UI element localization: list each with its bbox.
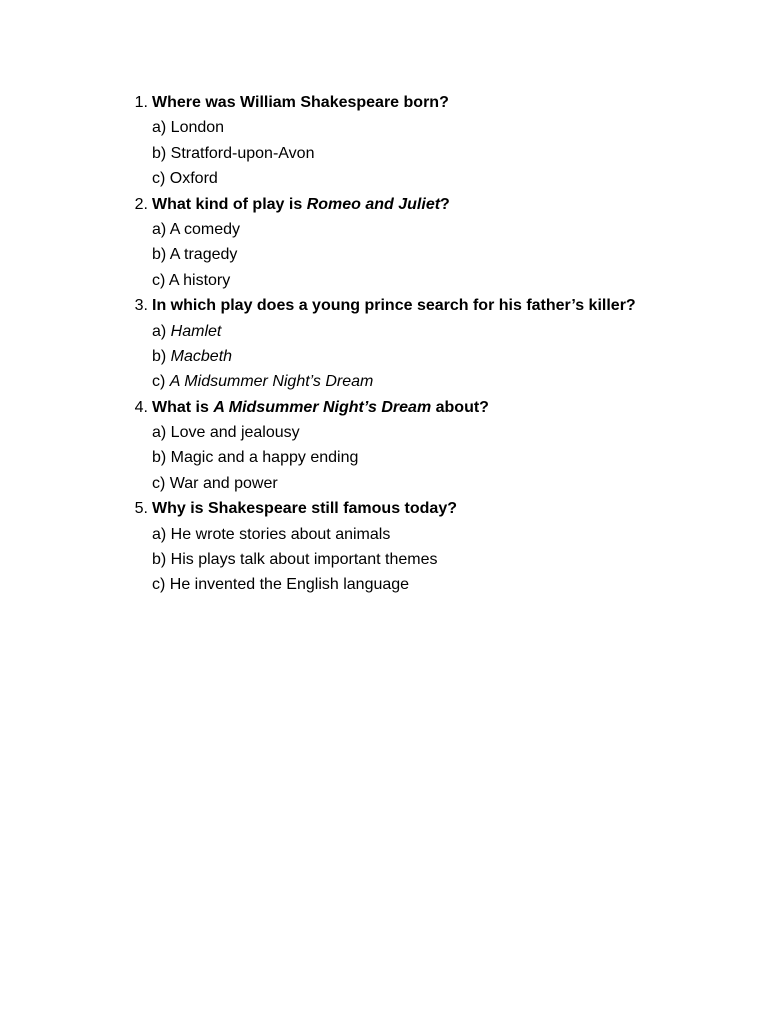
answer-option: [128, 344, 728, 369]
text-run: c): [152, 373, 170, 391]
answer-option: [128, 471, 728, 496]
quiz-list: [128, 90, 728, 598]
question-text: [152, 192, 450, 217]
answer-option: [128, 445, 728, 470]
text-run: What kind of play is: [152, 195, 307, 213]
answer-option: [128, 319, 728, 344]
answer-option-text: [152, 369, 373, 394]
answer-option: [128, 420, 728, 445]
answer-option: [128, 572, 728, 597]
answer-option-text: [152, 141, 314, 166]
text-run: In which play does a young prince search for his father’s killer?: [152, 297, 636, 315]
answer-option-text: [152, 420, 300, 445]
italic-title-text: Macbeth: [170, 347, 233, 365]
answer-option: [128, 217, 728, 242]
text-run: b) A tragedy: [152, 246, 238, 264]
text-run: b): [152, 347, 171, 365]
answer-option-text: [152, 522, 390, 547]
answer-option-text: [152, 166, 218, 191]
text-run: a): [152, 322, 171, 340]
text-run: c) A history: [152, 271, 231, 289]
text-run: a) London: [152, 119, 225, 137]
answer-option-text: [152, 445, 358, 470]
text-run: b) Stratford-upon-Avon: [152, 144, 315, 162]
text-run: about?: [431, 398, 489, 416]
question-number: 2.: [134, 195, 148, 213]
answer-option-text: [152, 319, 221, 344]
question-number: 4.: [134, 398, 148, 416]
question-line: [128, 192, 728, 217]
answer-option: [128, 115, 728, 140]
text-run: a) He wrote stories about animals: [152, 525, 391, 543]
question-text: [152, 496, 457, 521]
answer-option: [128, 522, 728, 547]
question-number: 3.: [134, 297, 148, 315]
question-text: [152, 293, 636, 318]
answer-option-text: [152, 217, 240, 242]
text-run: c) War and power: [152, 474, 278, 492]
text-run: c) Oxford: [152, 170, 218, 188]
question-line: [128, 496, 728, 521]
answer-option: [128, 547, 728, 572]
answer-option-text: [152, 572, 409, 597]
text-run: What is: [152, 398, 214, 416]
text-run: Why is Shakespeare still famous today?: [152, 500, 457, 518]
italic-title-text: Romeo and Juliet: [306, 195, 441, 213]
answer-option-text: [152, 547, 437, 572]
text-run: a) Love and jealousy: [152, 424, 300, 442]
question-number: 1.: [134, 94, 148, 111]
answer-option-text: [152, 115, 224, 140]
answer-option: [128, 141, 728, 166]
italic-title-text: Hamlet: [170, 322, 222, 340]
text-run: ?: [440, 195, 450, 213]
question-number: 5.: [134, 500, 148, 518]
text-run: b) Magic and a happy ending: [152, 449, 359, 467]
answer-option-text: [152, 268, 230, 293]
text-run: b) His plays talk about important themes: [152, 551, 438, 569]
italic-title-text: A Midsummer Night’s Dream: [213, 398, 432, 416]
answer-option: [128, 268, 728, 293]
question-line: [128, 90, 728, 115]
answer-option-text: [152, 471, 278, 496]
answer-option: [128, 166, 728, 191]
text-run: Where was William Shakespeare born?: [152, 94, 449, 111]
answer-option-text: [152, 344, 232, 369]
question-text: [152, 90, 449, 115]
question-line: [128, 293, 728, 318]
text-run: a) A comedy: [152, 220, 241, 238]
text-run: c) He invented the English language: [152, 576, 410, 594]
answer-option-text: [152, 242, 237, 267]
answer-option: [128, 242, 728, 267]
question-line: [128, 395, 728, 420]
question-text: [152, 395, 489, 420]
answer-option: [128, 369, 728, 394]
italic-title-text: A Midsummer Night’s Dream: [169, 373, 374, 391]
